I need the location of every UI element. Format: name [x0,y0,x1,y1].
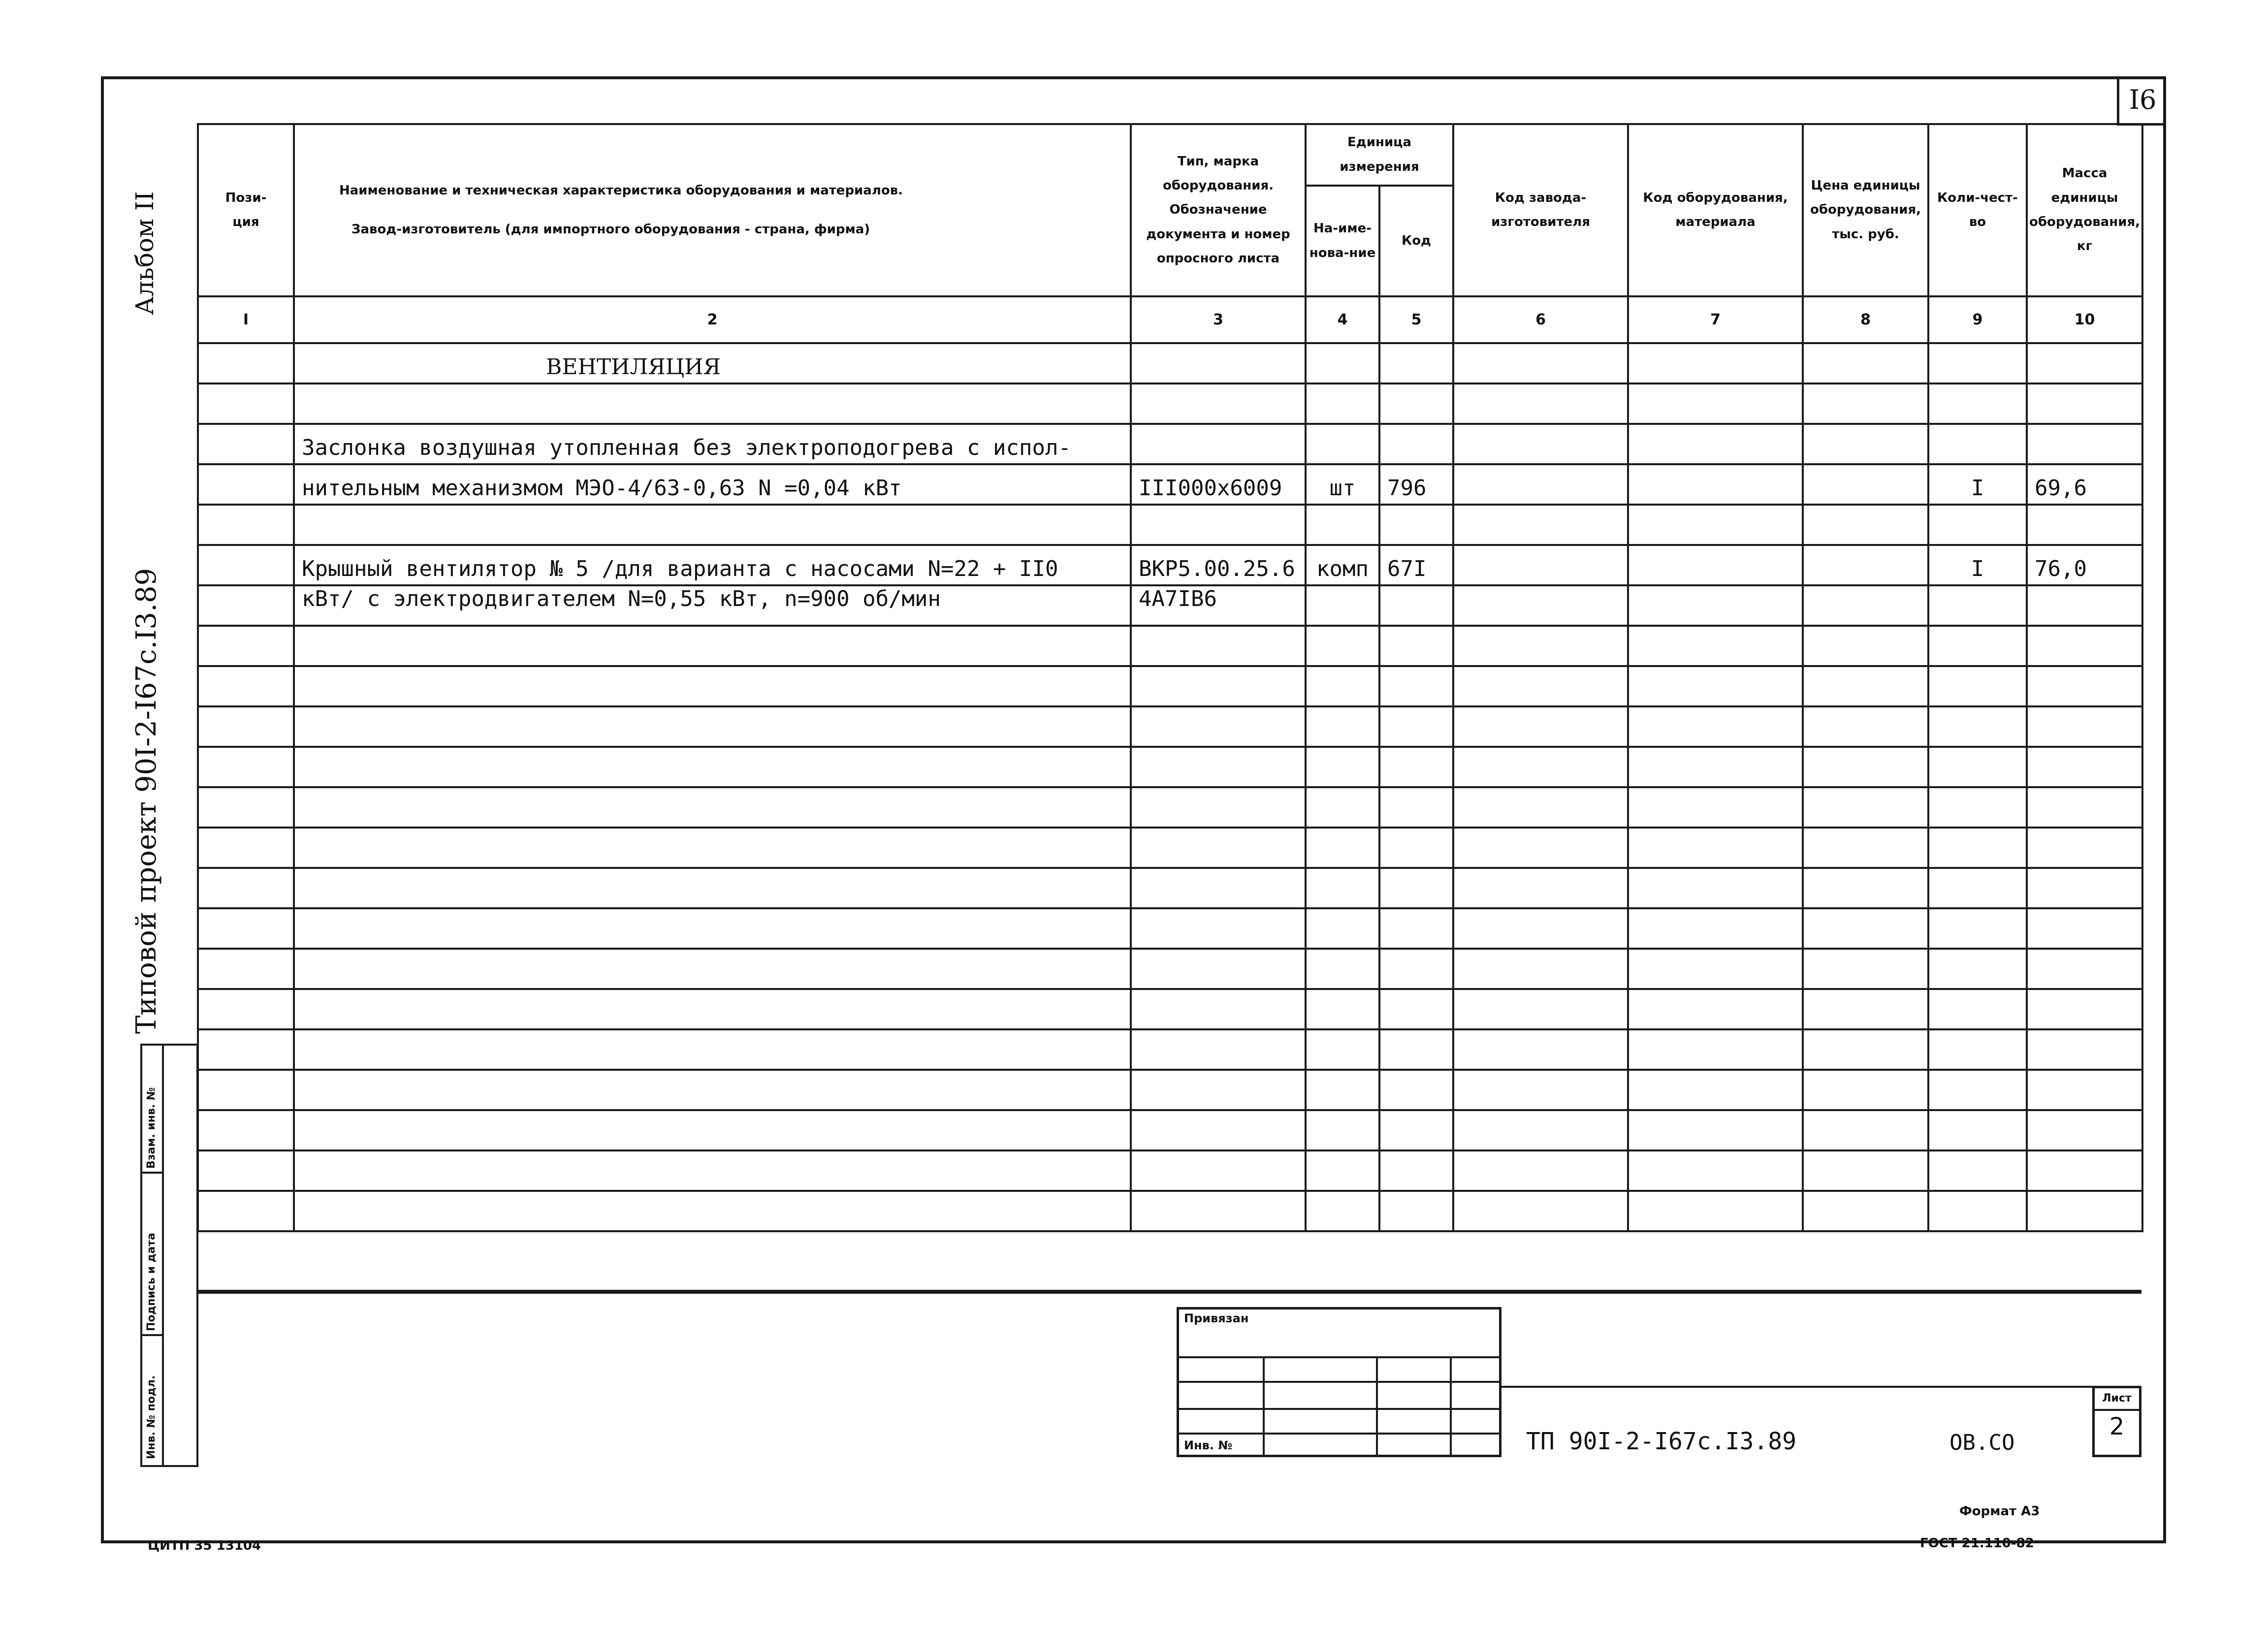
format-label: Формат А3 [1959,1504,2040,1519]
header-equipment-code: Код оборудования, материала [1628,124,1803,296]
title-block-line [1501,1386,2092,1388]
colnum-2: 2 [294,296,1131,343]
header-unit-code: Код [1379,186,1453,296]
stamp-signature-date: Подпись и дата [142,1174,162,1336]
table-row [198,949,2142,989]
album-label: Альбом II [130,191,159,315]
row-unit-code: 67I [1379,545,1453,585]
table-row [198,989,2142,1029]
table-row [198,1150,2142,1191]
sheet-number: 2 [2109,1413,2125,1440]
inv-no-label: Инв. № [1184,1438,1233,1452]
header-unit-group: Единица измерения [1306,124,1453,186]
header-quantity: Коли-чест-во [1928,124,2027,296]
row-mass: 69,6 [2027,464,2142,505]
section-title: ВЕНТИЛЯЦИЯ [294,343,1131,383]
row-name: Заслонка воздушная утопленная без электроподогрева с испол- [294,424,1131,464]
table-row [198,424,2142,464]
table-row [198,1191,2142,1231]
colnum-1: I [198,296,294,343]
row-unit: комп [1306,545,1379,585]
table-row [198,1110,2142,1150]
table-row [198,787,2142,828]
project-label: Типовой проект 90I-2-I67с.I3.89 [130,568,162,1034]
table-row [198,747,2142,787]
table-row [198,626,2142,666]
table-row [198,1029,2142,1070]
header-name: Наименование и техническая характеристика оборудования и материалов. Завод-изготовитель (для импортного оборудования - страна, фирма) [294,124,1131,296]
row-unit-code: 796 [1379,464,1453,505]
colnum-5: 5 [1379,296,1453,343]
colnum-8: 8 [1803,296,1928,343]
colnum-4: 4 [1306,296,1379,343]
stamp-original-inv: Инв. № подл. [145,1375,158,1459]
table-row [198,868,2142,908]
table-row [198,343,2142,383]
table-row [198,828,2142,868]
row-type: ВКР5.00.25.6 [1131,545,1306,585]
stamp-column-blank [164,1044,198,1467]
header-mass: Масса единицы оборудования, кг [2027,124,2142,296]
table-row [198,666,2142,706]
table-row [198,1070,2142,1110]
colnum-3: 3 [1131,296,1306,343]
header-position: Пози- ция [198,124,294,296]
column-number-row [198,296,2142,343]
row-type: 4А7IВ6 [1131,585,1306,626]
gost-label: ГОСТ 21.110-82 [1920,1536,2034,1551]
header-type: Тип, марка оборудования. Обозначение документа и номер опросного листа [1131,124,1306,296]
row-name: Крышный вентилятор № 5 /для варианта с насосами N=22 + II0 [294,545,1131,585]
stamp-column [140,1044,164,1467]
title-block [197,1290,2141,1457]
document-mark: ОВ.СО [1949,1430,2015,1455]
table-row [198,706,2142,747]
page-number-top: I6 [2117,76,2166,126]
table-row [198,908,2142,949]
row-name: нительным механизмом МЭО-4/63-0,63 N =0,04 кВт [294,464,1131,505]
colnum-6: 6 [1453,296,1628,343]
header-factory-code: Код завода-изготовителя [1453,124,1628,296]
table-row [198,505,2142,545]
table-row [198,585,2142,626]
header-unit-name: На-име-нова-ние [1306,186,1379,296]
specification-table [197,123,2143,1232]
colnum-7: 7 [1628,296,1803,343]
sheet-box [2092,1386,2141,1457]
document-code: ТП 90I-2-I67с.I3.89 [1526,1428,1797,1455]
stamp-replace-inv: Взам. инв. № [142,1046,162,1174]
row-qty: I [1928,464,2027,505]
attached-label: Привязан [1184,1311,1249,1325]
row-type: III000х6009 [1131,464,1306,505]
header-price: Цена единицы оборудования, тыс. руб. [1803,124,1928,296]
table-row [198,464,2142,505]
colnum-10: 10 [2027,296,2142,343]
row-mass: 76,0 [2027,545,2142,585]
attachment-box [1177,1307,1501,1457]
table-row [198,545,2142,585]
footer-code: ЦИТП 35 13104 [148,1538,261,1553]
sheet-label: Лист [2095,1388,2139,1411]
colnum-9: 9 [1928,296,2027,343]
table-row [198,383,2142,424]
row-name: кВт/ с электродвигателем N=0,55 кВт, n=900 об/мин [294,585,1131,626]
row-unit: шт [1306,464,1379,505]
row-qty: I [1928,545,2027,585]
